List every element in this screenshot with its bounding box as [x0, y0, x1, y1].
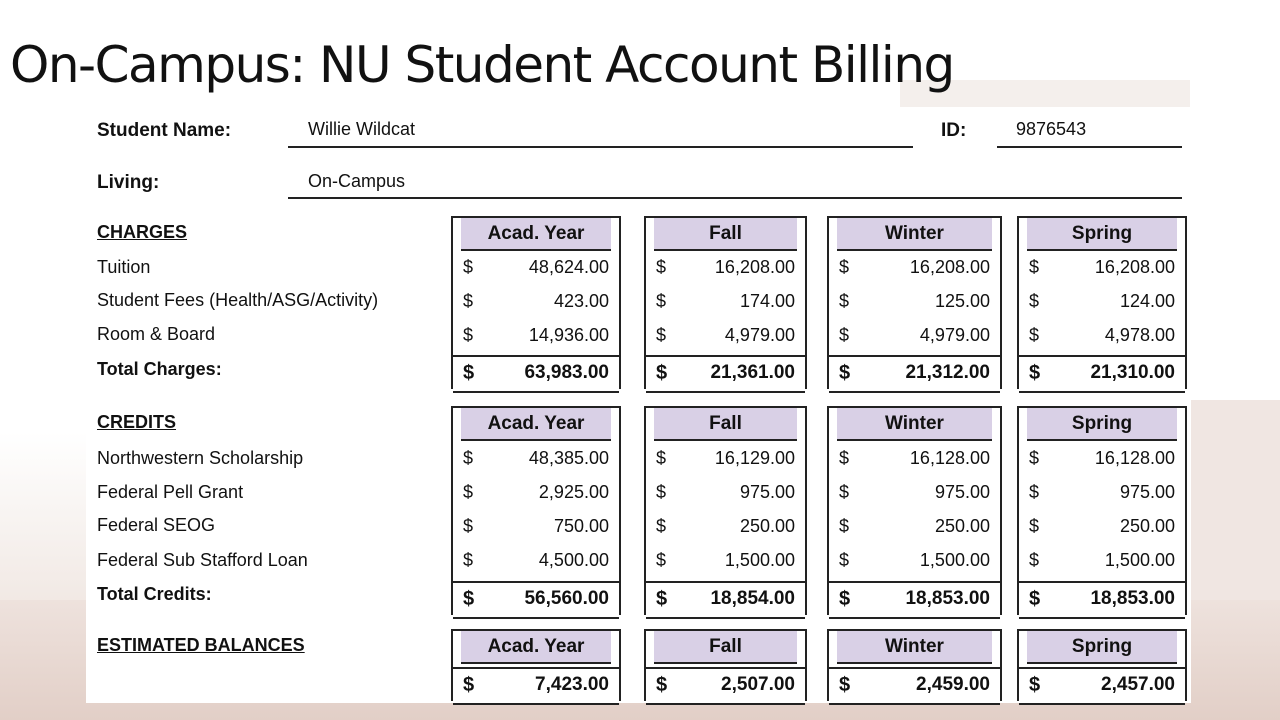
dollar-sign: $: [463, 362, 475, 384]
column-header: Spring: [1027, 408, 1177, 441]
total-value: 7,423.00: [535, 674, 609, 695]
credits-heading: CREDITS: [97, 412, 177, 432]
amount-value: 16,208.00: [909, 257, 990, 277]
column-header: Spring: [1027, 631, 1177, 664]
dollar-sign: $: [463, 257, 474, 277]
charges-heading: CHARGES: [97, 222, 188, 242]
dollar-sign: $: [463, 448, 474, 468]
amount-cell: [646, 253, 805, 283]
dollar-sign: $: [839, 362, 851, 384]
dollar-sign: $: [1029, 516, 1040, 536]
amount-value: 16,208.00: [1094, 257, 1175, 277]
total-cell: [1019, 355, 1185, 393]
credits-column-3: [1017, 406, 1187, 615]
balances-column-0: [451, 629, 621, 701]
dollar-sign: $: [463, 674, 475, 696]
amount-value: 14,936.00: [528, 325, 609, 345]
dollar-sign: $: [463, 550, 474, 570]
living-underline: [288, 197, 1182, 199]
amount-value: 16,129.00: [714, 448, 795, 468]
amount-cell: [1019, 287, 1185, 317]
slide-title: On-Campus: NU Student Account Billing: [10, 36, 954, 94]
amount-value: 750.00: [553, 516, 609, 536]
amount-cell: [646, 478, 805, 508]
id-underline: [997, 146, 1182, 148]
amount-value: 16,208.00: [714, 257, 795, 277]
amount-value: 48,624.00: [528, 257, 609, 277]
amount-cell: [453, 478, 619, 508]
amount-cell: [829, 478, 1000, 508]
total-value: 18,854.00: [710, 588, 795, 609]
dollar-sign: $: [656, 482, 667, 502]
amount-value: 975.00: [934, 482, 990, 502]
balances-heading: ESTIMATED BALANCES: [97, 635, 305, 655]
column-header: Fall: [654, 631, 797, 664]
amount-value: 4,978.00: [1104, 325, 1175, 345]
amount-value: 2,925.00: [538, 482, 609, 502]
student-name-value: Willie Wildcat: [308, 119, 416, 139]
amount-value: 4,500.00: [538, 550, 609, 570]
total-value: 63,983.00: [524, 362, 609, 383]
amount-value: 1,500.00: [724, 550, 795, 570]
dollar-sign: $: [656, 257, 667, 277]
dollar-sign: $: [839, 257, 850, 277]
column-header: Winter: [837, 218, 992, 251]
total-cell: [1019, 667, 1185, 705]
dollar-sign: $: [463, 325, 474, 345]
charges-column-1: [644, 216, 807, 389]
row-label: Room & Board: [97, 324, 216, 344]
total-value: 21,310.00: [1090, 362, 1175, 383]
dollar-sign: $: [656, 588, 668, 610]
dollar-sign: $: [1029, 291, 1040, 311]
total-value: 2,507.00: [721, 674, 795, 695]
column-header: Fall: [654, 408, 797, 441]
amount-cell: [453, 287, 619, 317]
charges-column-3: [1017, 216, 1187, 389]
dollar-sign: $: [839, 674, 851, 696]
dollar-sign: $: [463, 516, 474, 536]
amount-cell: [1019, 321, 1185, 351]
dollar-sign: $: [656, 674, 668, 696]
amount-value: 250.00: [1119, 516, 1175, 536]
amount-cell: [1019, 253, 1185, 283]
amount-cell: [829, 253, 1000, 283]
total-cell: [646, 355, 805, 393]
dollar-sign: $: [656, 550, 667, 570]
amount-cell: [1019, 512, 1185, 542]
amount-cell: [453, 546, 619, 576]
dollar-sign: $: [1029, 482, 1040, 502]
row-label: Federal Pell Grant: [97, 482, 244, 502]
total-cell: [829, 667, 1000, 705]
student-name-label: Student Name:: [97, 120, 232, 141]
amount-value: 124.00: [1119, 291, 1175, 311]
amount-value: 16,128.00: [1094, 448, 1175, 468]
total-cell: [453, 355, 619, 393]
living-label: Living:: [97, 172, 160, 193]
column-header: Winter: [837, 631, 992, 664]
dollar-sign: $: [463, 588, 475, 610]
dollar-sign: $: [839, 325, 850, 345]
amount-cell: [646, 287, 805, 317]
amount-cell: [646, 546, 805, 576]
amount-cell: [1019, 444, 1185, 474]
amount-value: 423.00: [553, 291, 609, 311]
student-id-label: ID:: [941, 120, 967, 141]
dollar-sign: $: [839, 550, 850, 570]
dollar-sign: $: [656, 448, 667, 468]
column-header: Acad. Year: [461, 408, 611, 441]
dollar-sign: $: [1029, 674, 1041, 696]
amount-value: 250.00: [934, 516, 990, 536]
column-header: Spring: [1027, 218, 1177, 251]
amount-value: 975.00: [739, 482, 795, 502]
charges-column-0: [451, 216, 621, 389]
total-cell: [1019, 581, 1185, 619]
dollar-sign: $: [1029, 550, 1040, 570]
total-value: 18,853.00: [1090, 588, 1175, 609]
dollar-sign: $: [1029, 588, 1041, 610]
row-label: Federal SEOG: [97, 515, 216, 535]
total-value: 18,853.00: [905, 588, 990, 609]
total-cell: [453, 667, 619, 705]
charges-column-2: [827, 216, 1002, 389]
dollar-sign: $: [1029, 257, 1040, 277]
amount-value: 16,128.00: [909, 448, 990, 468]
amount-value: 1,500.00: [919, 550, 990, 570]
total-cell: [829, 355, 1000, 393]
total-value: 2,459.00: [916, 674, 990, 695]
balances-column-1: [644, 629, 807, 701]
dollar-sign: $: [656, 362, 668, 384]
column-header: Fall: [654, 218, 797, 251]
living-value: On-Campus: [308, 171, 406, 191]
total-row-label: Total Charges:: [97, 359, 222, 379]
total-cell: [829, 581, 1000, 619]
amount-cell: [829, 512, 1000, 542]
amount-cell: [453, 512, 619, 542]
dollar-sign: $: [656, 291, 667, 311]
row-label: Tuition: [97, 257, 151, 277]
dollar-sign: $: [1029, 325, 1040, 345]
dollar-sign: $: [1029, 448, 1040, 468]
dollar-sign: $: [839, 291, 850, 311]
total-cell: [646, 667, 805, 705]
student-id-value: 9876543: [1016, 119, 1087, 139]
total-value: 2,457.00: [1101, 674, 1175, 695]
billing-sheet: [86, 107, 1191, 703]
amount-cell: [829, 444, 1000, 474]
balances-column-3: [1017, 629, 1187, 701]
amount-value: 48,385.00: [528, 448, 609, 468]
credits-column-0: [451, 406, 621, 615]
dollar-sign: $: [656, 325, 667, 345]
total-value: 21,361.00: [710, 362, 795, 383]
dollar-sign: $: [839, 482, 850, 502]
total-cell: [453, 581, 619, 619]
amount-cell: [829, 546, 1000, 576]
dollar-sign: $: [463, 482, 474, 502]
credits-column-2: [827, 406, 1002, 615]
total-row-label: Total Credits:: [97, 584, 212, 604]
amount-cell: [829, 287, 1000, 317]
dollar-sign: $: [839, 588, 851, 610]
dollar-sign: $: [1029, 362, 1041, 384]
column-header: Winter: [837, 408, 992, 441]
amount-cell: [453, 444, 619, 474]
row-label: Northwestern Scholarship: [97, 448, 304, 468]
amount-cell: [646, 512, 805, 542]
amount-cell: [646, 321, 805, 351]
name-underline: [288, 146, 913, 148]
amount-value: 174.00: [739, 291, 795, 311]
amount-value: 4,979.00: [724, 325, 795, 345]
amount-cell: [646, 444, 805, 474]
total-cell: [646, 581, 805, 619]
amount-value: 125.00: [934, 291, 990, 311]
dollar-sign: $: [839, 516, 850, 536]
balances-column-2: [827, 629, 1002, 701]
row-label: Federal Sub Stafford Loan: [97, 550, 308, 570]
amount-cell: [829, 321, 1000, 351]
dollar-sign: $: [463, 291, 474, 311]
amount-cell: [453, 321, 619, 351]
amount-value: 975.00: [1119, 482, 1175, 502]
total-value: 21,312.00: [905, 362, 990, 383]
column-header: Acad. Year: [461, 218, 611, 251]
amount-value: 250.00: [739, 516, 795, 536]
amount-value: 4,979.00: [919, 325, 990, 345]
dollar-sign: $: [839, 448, 850, 468]
amount-cell: [453, 253, 619, 283]
dollar-sign: $: [656, 516, 667, 536]
amount-cell: [1019, 478, 1185, 508]
credits-column-1: [644, 406, 807, 615]
amount-cell: [1019, 546, 1185, 576]
amount-value: 1,500.00: [1104, 550, 1175, 570]
column-header: Acad. Year: [461, 631, 611, 664]
row-label: Student Fees (Health/ASG/Activity): [97, 290, 379, 310]
total-value: 56,560.00: [524, 588, 609, 609]
